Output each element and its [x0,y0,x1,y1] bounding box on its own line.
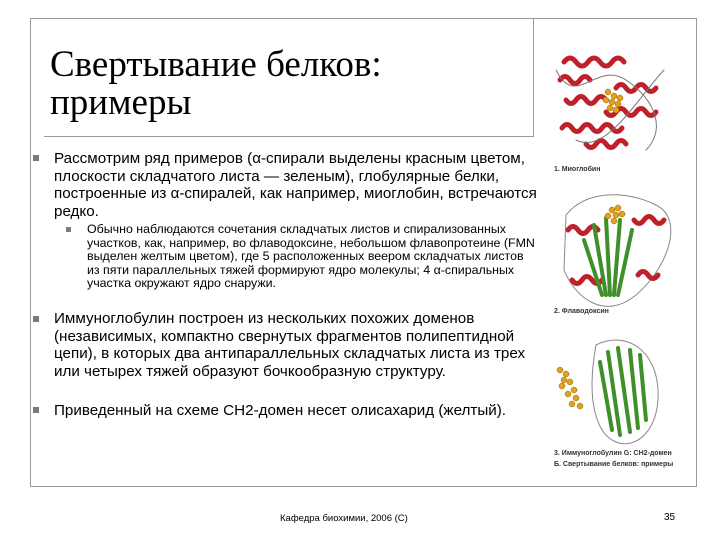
bullet-text-2: Иммуноглобулин построен из нескольких похожих доменов (независимых, компактно свернутых фрагментов полипептидной цепи), в которых два антипараллельных складчатых листа из трех или четырех тяжей образуют бочкообразную структуру. [54,310,526,380]
bullet-icon [33,407,39,413]
sub-bullet-text-1: Обычно наблюдаются сочетания складчатых листов и спирализованных участков, как, например, во флаводоксине, небольшом флавопротеине (FMN выделен желтым цветом), где 5 расположенных веером складчатых листов из пяти параллельных тяжей формируют ядро молекулы; 4 α-спиральных участка окружают ядро снаружи. [87,222,535,291]
bullet-icon [33,316,39,322]
title-line-1: Свертывание белков: [50,44,382,85]
bullet-text-3: Приведенный на схеме CH2-домен несет олисахарид (желтый). [54,402,507,419]
title-divider-vertical [533,18,534,136]
page-number: 35 [664,512,676,523]
protein-structures-illustration [546,40,686,472]
caption-myoglobin: 1. Миоглобин [554,166,601,173]
footer-text: Кафедра биохимии, 2006 (С) [280,513,408,524]
slide-title [50,46,530,122]
caption-immunoglobulin: 3. Иммуноглобулин G: CH2-домен [554,450,672,457]
sub-bullet-icon [66,227,71,232]
myoglobin-structure [556,58,664,150]
title-line-2: примеры [50,82,192,123]
caption-figure-title: Б. Свертывание белков: примеры [554,461,674,468]
caption-flavodoxin: 2. Флаводоксин [554,308,609,315]
flavodoxin-structure [564,195,671,307]
bullet-icon [33,155,39,161]
title-divider-horizontal [44,136,534,137]
immunoglobulin-domain-structure [557,340,658,444]
protein-figure-panel [546,40,686,472]
bullet-text-1: Рассмотрим ряд примеров (α-спирали выделены красным цветом, плоскости складчатого листа — зеленым), глобулярные белки, построенные из α-спиралей, как например, миоглобин, встречаются редко. [54,150,537,220]
